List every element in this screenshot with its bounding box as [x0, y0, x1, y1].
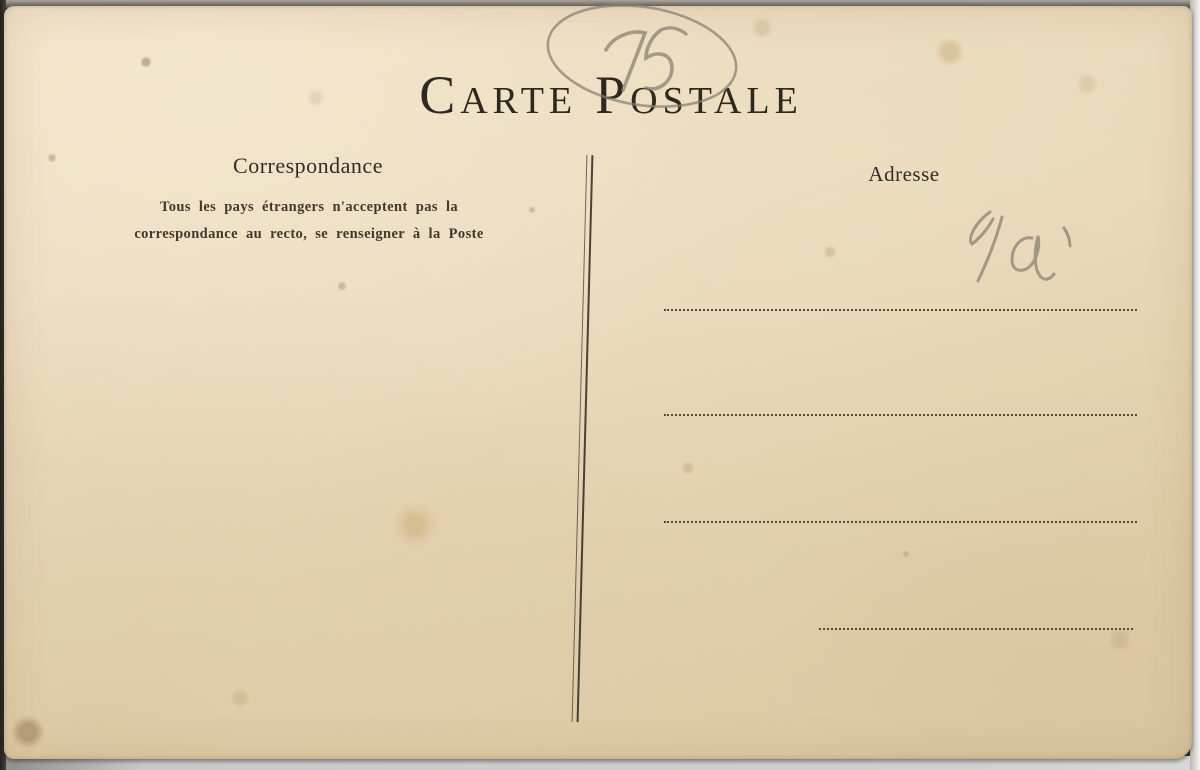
address-dotted-line [819, 628, 1133, 630]
notice-line-2: correspondance au recto, se renseigner à la Poste [134, 226, 484, 242]
postcard-back [4, 6, 1192, 759]
title-word-carte: Carte [419, 65, 578, 125]
address-dotted-line [664, 309, 1137, 311]
title-word-postale: Postale [595, 65, 803, 125]
address-dotted-line [664, 521, 1137, 523]
correspondence-notice [64, 194, 554, 248]
center-divider-rule [572, 155, 594, 722]
correspondence-heading: Correspondance [233, 153, 383, 178]
postcard-title [254, 64, 968, 126]
notice-line-1: Tous les pays étrangers n'acceptent pas la [159, 199, 459, 215]
address-heading: Adresse [868, 162, 940, 186]
address-dotted-line [664, 414, 1137, 416]
